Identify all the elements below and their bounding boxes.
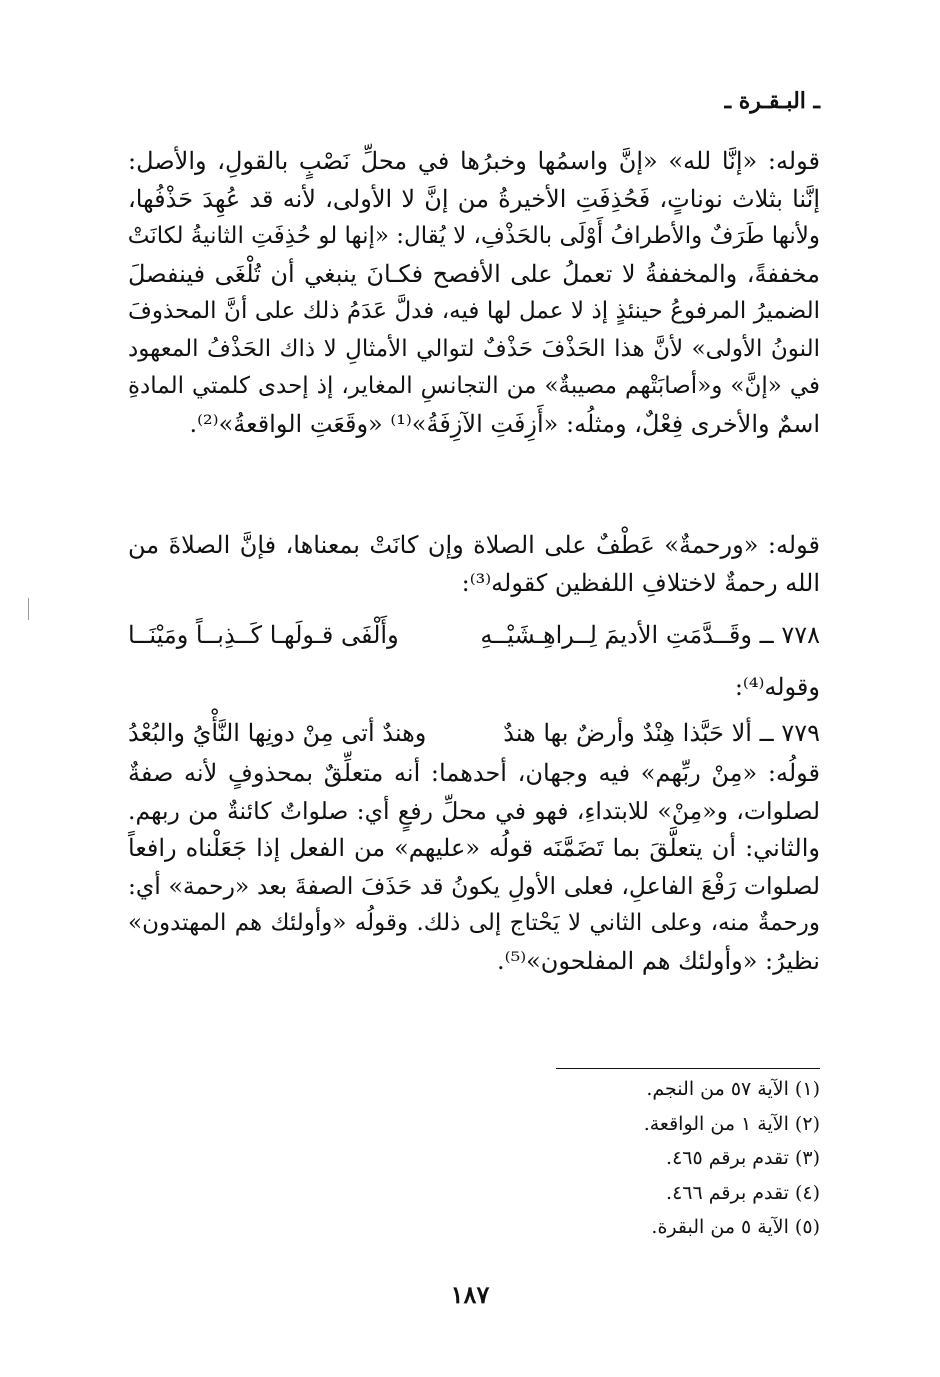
verse-first-half (480, 617, 820, 654)
text-line: لصلوات رَفْعَ الفاعلِ، فعلى الأولِ يكونُ قد حَذَفَ الصفةَ بعد «رحمة» أي: (128, 871, 820, 900)
poetry-verse-778 (128, 617, 820, 654)
poetry-verse-779 (128, 715, 820, 752)
verse-hemistich-2: وهندٌ أتى مِنْ دونِها النَّأْيُ والبُعْدُ (128, 719, 427, 747)
text-line: لصلوات، و«مِنْ» للابتداءِ، فهو في محلِّ رفعٍ أي: صلواتٌ كائنةٌ من ربهم. (128, 796, 820, 825)
footnote-4: (٤) تقدم برقم ٤٦٦. (666, 1181, 820, 1204)
footnote-2: (٢) الآية ١ من الواقعة. (643, 1112, 820, 1135)
text-line: نظيرُ: «وأولئك هم المفلحون»⁽⁵⁾. (497, 946, 820, 975)
text-line: النونُ الأولى» لأنَّ هذا الحَذْفَ حَذْفٌ لتوالي الأمثالِ لا ذاك الحَذْفُ المعهود (128, 335, 820, 362)
verse-hemistich-1: وقَــدَّمَتِ الأديمَ لِــراهِـشَيْــهِ (480, 621, 752, 649)
verse-first-half (503, 715, 820, 752)
paragraph-3 (128, 755, 820, 980)
footnote-5: (٥) الآية ٥ من البقرة. (651, 1216, 820, 1238)
verse-number: ٧٧٩ ــ (759, 719, 820, 747)
footnotes (644, 1072, 820, 1245)
text-line: اسمٌ والأخرى فِعْلٌ، ومثلُه: «أَزِفَتِ الآزِفَةُ»⁽¹⁾ «وقَعَتِ الواقعةُ»⁽²⁾. (189, 409, 820, 438)
footnote-3: (٣) تقدم برقم ٤٦٥. (666, 1147, 820, 1169)
text-line: إنَّنا بثلاث نوناتٍ، فَحُذِفَتِ الأخيرةُ من إنَّ لا الأولى، لأنه قد عُهِدَ حَذْفُها، (128, 184, 820, 213)
text-line: ورحمةٌ منه، وعلى الثاني لا يَحْتاج إلى ذلك. وقولُه «وأولئك هم المهتدون» (128, 910, 820, 936)
paragraph-2 (128, 527, 820, 602)
text-line: الضميرُ المرفوعُ حينئذٍ إذ لا عمل لها فيه، فدلَّ عَدَمُ ذلك على أنَّ المحذوفَ (128, 298, 820, 324)
text-line: قولُه: «مِنْ ربِّهم» فيه وجهان، أحدهما: أنه متعلِّقٌ بمحذوفٍ لأنه صفةٌ (128, 759, 820, 787)
verse-hemistich-1: ألا حَبَّذا هِنْدٌ وأرضٌ بها هندٌ (503, 719, 752, 747)
running-header: ـ البـقـرة ـ (724, 88, 820, 114)
paragraph-1 (128, 143, 820, 443)
text-line: مخففةً، والمخففةُ لا تعملُ على الأفصح فكـانَ ينبغي أن تُلْغَى فينفصلَ (128, 259, 820, 288)
text-line: قوله: «ورحمةٌ» عَطْفٌ على الصلاة وإن كانَتْ بمعناها، فإنَّ الصلاةَ من (128, 531, 820, 559)
text-line: في «إنَّ» و«أصابَتْهم مصيبةٌ» من التجانسِ المغاير، إذ إحدى كلمتي المادةِ (128, 373, 820, 399)
verse-number: ٧٧٨ ــ (759, 621, 820, 649)
text-line: قوله: «إنَّا لله» «إنَّ واسمُها وخبرُها في محلِّ نَصْبٍ بالقولِ، والأصل: (128, 147, 820, 175)
scan-edge-mark (28, 598, 29, 620)
verse-hemistich-2: وأَلْفَى قـولَهـا كَــذِبــاً ومَيْنَــا (128, 621, 399, 649)
footnote-1: (١) الآية ٥٧ من النجم. (646, 1078, 820, 1100)
verse-intro: وقوله⁽⁴⁾: (734, 673, 820, 701)
text-line: والثاني: أن يتعلَّقَ بما تَضَمَّنَه قولُه «عليهم» من الفعل إذا جَعَلْناه رافعاً (128, 834, 820, 862)
page-number: ١٨٧ (450, 1280, 490, 1309)
text-line: الله رحمةٌ لاختلافِ اللفظين كقوله⁽³⁾: (461, 568, 820, 597)
text-line: ولأنها طَرَفٌ والأطرافُ أَوْلَى بالحَذْفِ، لا يُقال: «إنها لو حُذِفَتِ الثانيةُ لكانَتْ (127, 223, 820, 249)
footnote-divider (556, 1068, 820, 1069)
